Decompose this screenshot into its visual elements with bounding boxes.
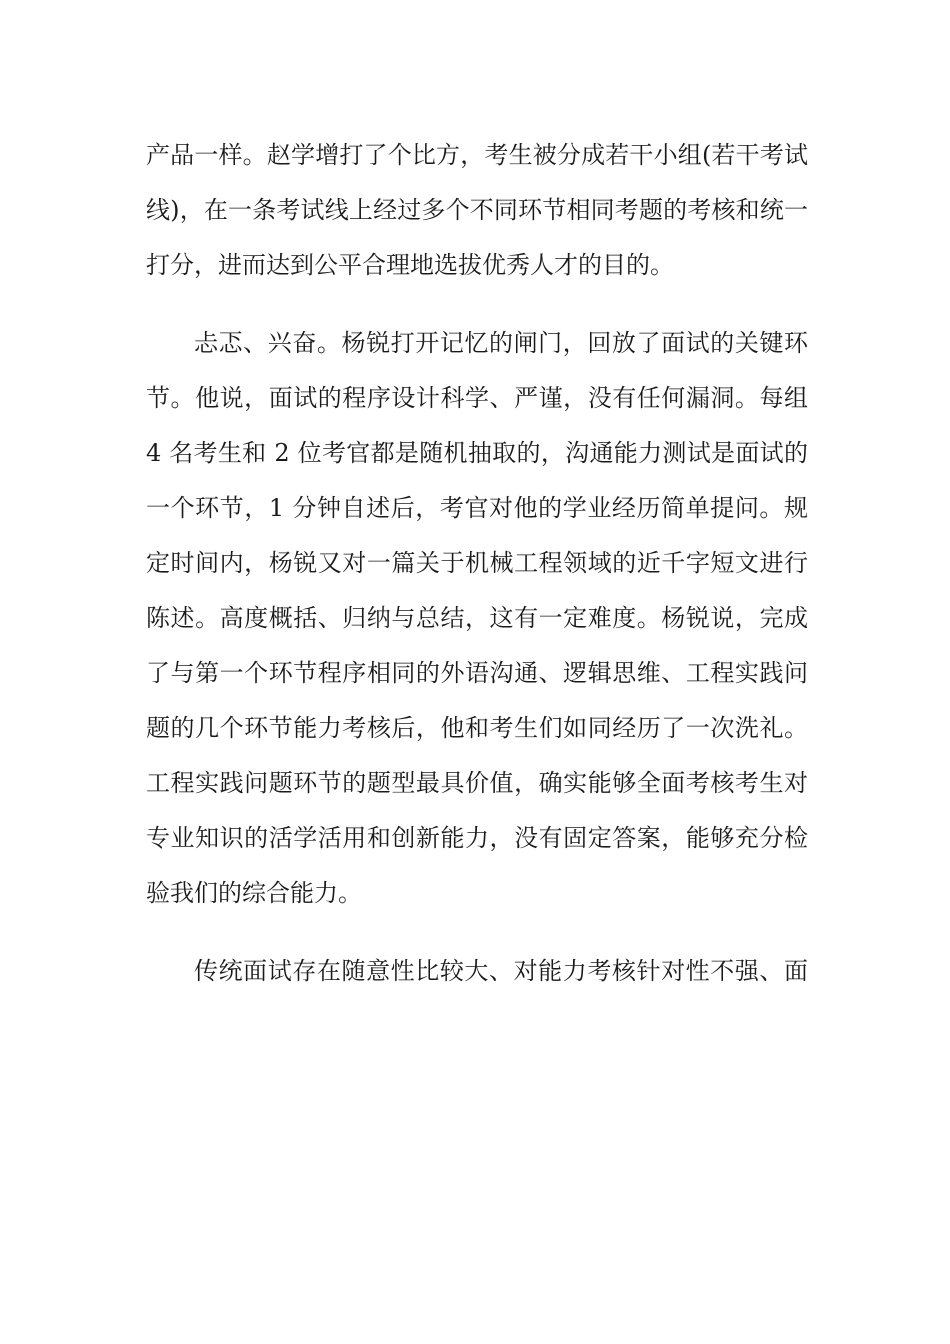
- text-line: 节。他说，面试的程序设计科学、严谨，没有任何漏洞。每组: [146, 384, 808, 412]
- text-line: 线)，在一条考试线上经过多个不同环节相同考题的考核和统一: [146, 196, 808, 224]
- paragraph-3: [146, 944, 808, 999]
- paragraph-gap: [146, 921, 808, 944]
- document-body: [146, 128, 808, 999]
- text-line: 4 名考生和 2 位考官都是随机抽取的，沟通能力测试是面试的: [146, 439, 808, 467]
- paragraph-gap: [146, 293, 808, 316]
- text-line: 验我们的综合能力。: [146, 879, 362, 907]
- text-line: 忐忑、兴奋。杨锐打开记忆的闸门，回放了面试的关键环: [194, 329, 808, 357]
- text-line: 专业知识的活学活用和创新能力，没有固定答案，能够充分检: [146, 824, 808, 852]
- text-line: 产品一样。赵学增打了个比方，考生被分成若干小组(若干考试: [146, 141, 808, 169]
- paragraph-2: [146, 316, 808, 921]
- text-line: 一个环节，1 分钟自述后，考官对他的学业经历简单提问。规: [146, 494, 808, 522]
- text-line: 定时间内，杨锐又对一篇关于机械工程领域的近千字短文进行: [146, 549, 808, 577]
- text-line: 工程实践问题环节的题型最具价值，确实能够全面考核考生对: [146, 769, 808, 797]
- text-line: 了与第一个环节程序相同的外语沟通、逻辑思维、工程实践问: [146, 659, 808, 687]
- text-line: 传统面试存在随意性比较大、对能力考核针对性不强、面: [194, 957, 808, 985]
- text-line: 打分，进而达到公平合理地选拔优秀人才的目的。: [146, 251, 674, 279]
- text-line: 题的几个环节能力考核后，他和考生们如同经历了一次洗礼。: [146, 714, 808, 742]
- paragraph-1: [146, 128, 808, 293]
- text-line: 陈述。高度概括、归纳与总结，这有一定难度。杨锐说，完成: [146, 604, 808, 632]
